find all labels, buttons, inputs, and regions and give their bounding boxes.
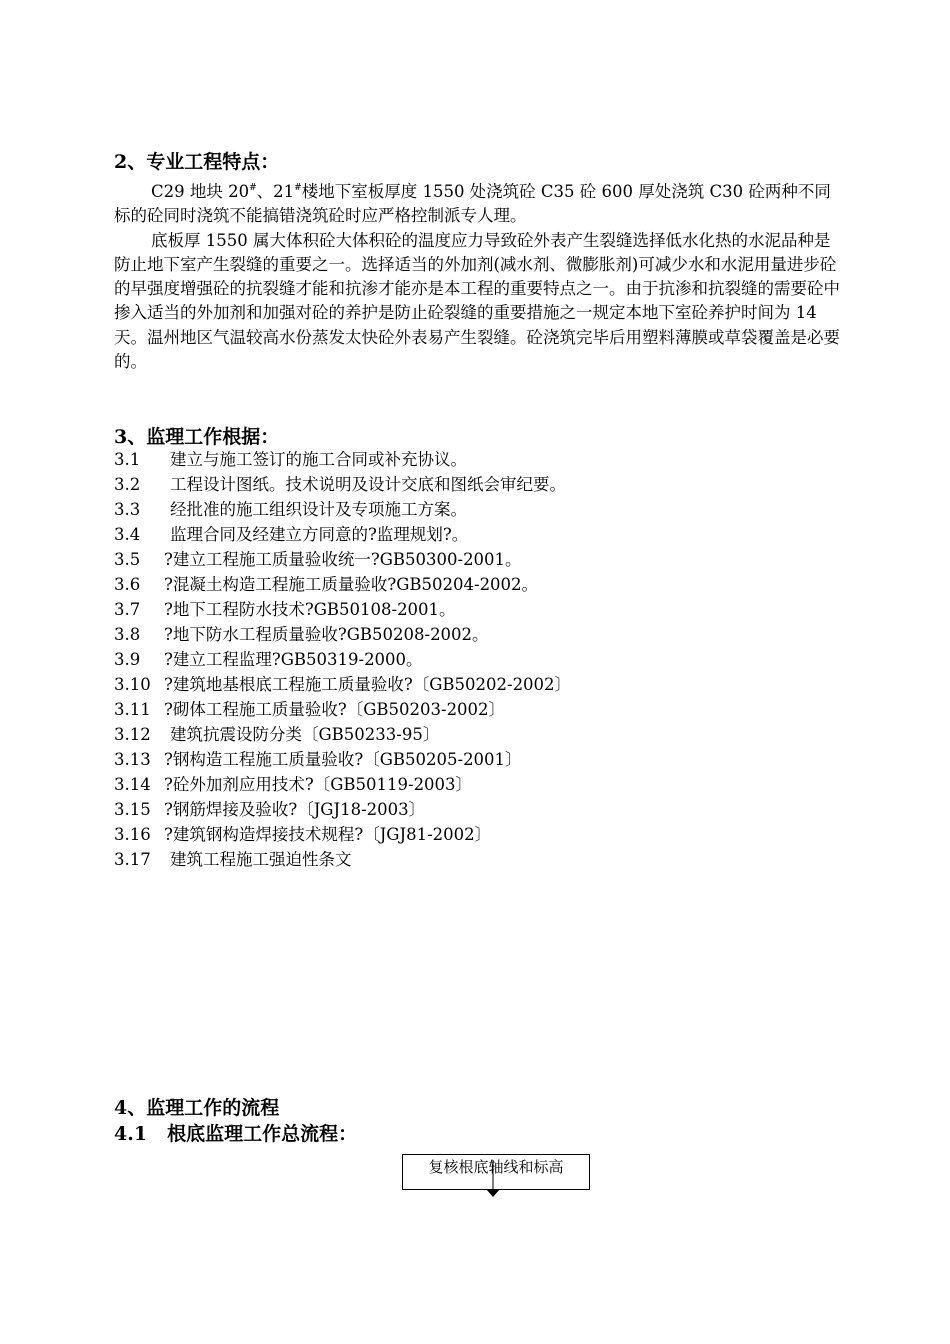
basis-item-text: ?建立工程监理?GB50319-2000。 xyxy=(164,650,423,669)
basis-item-text: 建筑抗震设防分类〔GB50233-95〕 xyxy=(170,725,440,744)
basis-item xyxy=(114,700,854,725)
basis-item-text: ?建筑钢构造焊接技术规程?〔JGJ81-2002〕 xyxy=(164,825,492,844)
basis-item-number: 3.16 xyxy=(114,825,151,844)
basis-item-text: 经批准的施工组织设计及专项施工方案。 xyxy=(170,500,467,519)
basis-item xyxy=(114,550,854,575)
basis-item xyxy=(114,675,854,700)
basis-item-number: 3.17 xyxy=(114,850,151,869)
basis-item-text: ?地下防水工程质量验收?GB50208-2002。 xyxy=(164,625,489,644)
basis-item xyxy=(114,650,854,675)
basis-item-text: ?建筑地基根底工程施工质量验收?〔GB50202-2002〕 xyxy=(164,675,572,694)
basis-item-number: 3.12 xyxy=(114,725,151,744)
flowchart-arrow-icon xyxy=(483,1160,503,1200)
basis-item-text: 建筑工程施工强迫性条文 xyxy=(170,850,352,869)
section-2-heading: 2、专业工程特点： xyxy=(114,151,280,173)
basis-item xyxy=(114,475,854,500)
basis-item-text: ?砌体工程施工质量验收?〔GB50203-2002〕 xyxy=(164,700,506,719)
basis-item-number: 3.4 xyxy=(114,525,141,544)
section-2-paragraph-1: C29 地块 20#、21#楼地下室板厚度 1550 处浇筑砼 C35 砼 600 厚处浇筑 C30 砼两种不同标的砼同时浇筑不能搞错浇筑砼时应严格控制派专人理。 xyxy=(114,182,831,226)
section-4-1-number: 4.1 xyxy=(114,1123,148,1145)
section-4-heading: 4、监理工作的流程 xyxy=(114,1097,280,1119)
basis-item-number: 3.5 xyxy=(114,550,141,569)
basis-item xyxy=(114,625,854,650)
basis-item-number: 3.6 xyxy=(114,575,141,594)
section-3-heading: 3、监理工作根据： xyxy=(114,426,280,448)
basis-item-number: 3.10 xyxy=(114,675,151,694)
basis-item-number: 3.7 xyxy=(114,600,141,619)
basis-item-text: ?钢构造工程施工质量验收?〔GB50205-2001〕 xyxy=(164,750,522,769)
basis-item xyxy=(114,450,854,475)
basis-item-number: 3.3 xyxy=(114,500,141,519)
basis-item-text: 工程设计图纸。技术说明及设计交底和图纸会审纪要。 xyxy=(170,475,566,494)
basis-item-text: 建立与施工签订的施工合同或补充协议。 xyxy=(170,450,467,469)
section-4-1-heading xyxy=(114,1122,357,1146)
basis-item-number: 3.9 xyxy=(114,650,141,669)
basis-item-text: 监理合同及经建立方同意的?监理规划?。 xyxy=(170,525,469,544)
basis-item-number: 3.2 xyxy=(114,475,141,494)
basis-item-number: 3.11 xyxy=(114,700,151,719)
basis-item-text: ?混凝土构造工程施工质量验收?GB50204-2002。 xyxy=(164,575,539,594)
basis-item-number: 3.1 xyxy=(114,450,141,469)
basis-item-text: ?砼外加剂应用技术?〔GB50119-2003〕 xyxy=(164,775,473,794)
basis-item-number: 3.14 xyxy=(114,775,151,794)
basis-item xyxy=(114,575,854,600)
basis-item xyxy=(114,525,854,550)
basis-item-text: ?钢筋焊接及验收?〔JGJ18-2003〕 xyxy=(164,800,426,819)
section-2-paragraph-2: 底板厚 1550 属大体积砼大体积砼的温度应力导致砼外表产生裂缝选择低水化热的水泥品种是防止地下室产生裂缝的重要之一。选择适当的外加剂(减水剂、微膨胀剂)可减少水和水泥用量进步砼的早强度增强砼的抗裂缝才能和抗渗才能亦是本工程的重要特点之一。由于抗渗和抗裂缝的需要砼中掺入适当的外加剂和加强对砼的养护是防止砼裂缝的重要措施之一规定本地下室砼养护时间为 14 天。温州地区气温较高水份蒸发太快砼外表易产生裂缝。砼浇筑完毕后用塑料薄膜或草袋覆盖是必要的。 xyxy=(114,230,840,372)
basis-item xyxy=(114,775,854,800)
basis-item xyxy=(114,800,854,825)
basis-item-number: 3.15 xyxy=(114,800,151,819)
basis-item-text: ?地下工程防水技术?GB50108-2001。 xyxy=(164,600,456,619)
basis-item xyxy=(114,725,854,750)
section-2-body xyxy=(114,176,846,374)
flowchart-box-label: 复核根底轴线和标高 xyxy=(428,1158,564,1176)
basis-item xyxy=(114,500,854,525)
basis-item-number: 3.8 xyxy=(114,625,141,644)
basis-item xyxy=(114,750,854,775)
basis-item xyxy=(114,600,854,625)
basis-item-number: 3.13 xyxy=(114,750,151,769)
basis-list xyxy=(114,450,854,875)
basis-item-text: ?建立工程施工质量验收统一?GB50300-2001。 xyxy=(164,550,522,569)
section-4-1-title: 根底监理工作总流程： xyxy=(167,1123,358,1145)
basis-item xyxy=(114,825,854,850)
basis-item xyxy=(114,850,854,875)
